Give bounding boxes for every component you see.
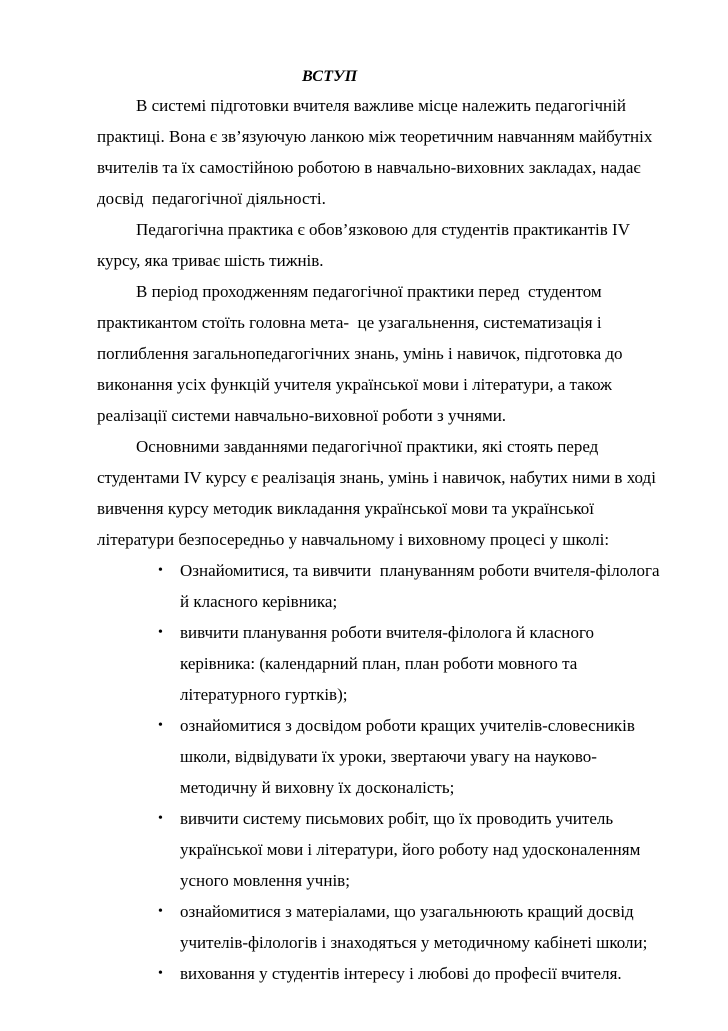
page-title: ВСТУП bbox=[302, 68, 358, 85]
text-line: В період проходженням педагогічної практики перед студентом bbox=[136, 282, 602, 301]
text-line: практиці. Вона є зв’язуючую ланкою між теоретичним навчанням майбутніх bbox=[97, 127, 653, 146]
text-line: В системі підготовки вчителя важливе місце належить педагогічній bbox=[136, 96, 626, 115]
text-line: поглиблення загальнопедагогічних знань, умінь і навичок, підготовка до bbox=[97, 344, 623, 363]
list-item-line: вивчити систему письмових робіт, що їх проводить учитель bbox=[180, 809, 614, 828]
bullet-marker: • bbox=[158, 904, 163, 919]
text-line: досвід педагогічної діяльності. bbox=[97, 189, 326, 208]
list-item-line: й класного керівника; bbox=[180, 592, 338, 611]
bullet-marker: • bbox=[158, 625, 163, 640]
bullet-marker: • bbox=[158, 811, 163, 826]
text-line: реалізації системи навчально-виховної роботи з учнями. bbox=[97, 406, 507, 425]
text-line: практикантом стоїть головна мета- це узагальнення, систематизація і bbox=[97, 313, 602, 332]
text-line: літератури безпосередньо у навчальному і виховному процесі у школі: bbox=[97, 530, 610, 549]
text-line: Педагогічна практика є обов’язковою для студентів практикантів IV bbox=[136, 220, 630, 239]
list-item-line: ознайомитися з досвідом роботи кращих учителів-словесників bbox=[180, 716, 635, 735]
list-item-line: методичну й виховну їх досконалість; bbox=[180, 778, 455, 797]
list-item-line: вивчити планування роботи вчителя-філолога й класного bbox=[180, 623, 595, 642]
text-line: студентами IV курсу є реалізація знань, умінь і навичок, набутих ними в ході bbox=[97, 468, 656, 487]
bullet-marker: • bbox=[158, 563, 163, 578]
list-item-line: учителів-філологів і знаходяться у методичному кабінеті школи; bbox=[180, 933, 648, 952]
list-item-line: Ознайомитися, та вивчити плануванням роботи вчителя-філолога bbox=[180, 561, 660, 580]
list-item-line: усного мовлення учнів; bbox=[180, 871, 350, 890]
list-item-line: школи, відвідувати їх уроки, звертаючи увагу на науково- bbox=[180, 747, 597, 766]
list-item-line: виховання у студентів інтересу і любові до професії вчителя. bbox=[180, 964, 622, 983]
list-item-line: української мови і літератури, його роботу над удосконаленням bbox=[180, 840, 641, 859]
text-line: Основними завданнями педагогічної практики, які стоять перед bbox=[136, 437, 599, 456]
list-item-line: ознайомитися з матеріалами, що узагальнюють кращий досвід bbox=[180, 902, 634, 921]
bullet-marker: • bbox=[158, 718, 163, 733]
text-line: виконання усіх функцій учителя української мови і літератури, а також bbox=[97, 375, 612, 394]
list-item-line: літературного гуртків); bbox=[180, 685, 348, 704]
text-line: вчителів та їх самостійною роботою в навчально-виховних закладах, надає bbox=[97, 158, 641, 177]
text-line: курсу, яка триває шість тижнів. bbox=[97, 251, 324, 270]
text-line: вивчення курсу методик викладання української мови та української bbox=[97, 499, 595, 518]
bullet-marker: • bbox=[158, 966, 163, 981]
list-item-line: керівника: (календарний план, план роботи мовного та bbox=[180, 654, 578, 673]
